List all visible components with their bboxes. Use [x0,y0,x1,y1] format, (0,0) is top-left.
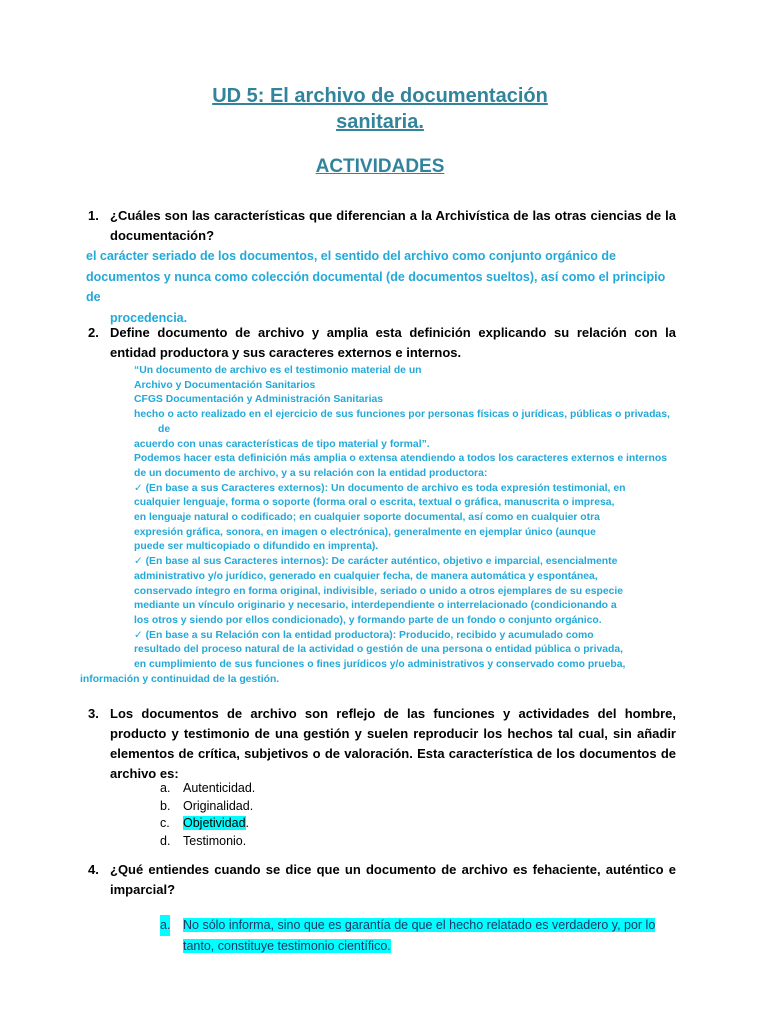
option-letter: c. [160,816,170,830]
answer-line: Podemos hacer esta definición más amplia o extensa atendiendo a todos los caracteres externos e internos [134,453,667,465]
answer-line: Archivo y Documentación Sanitarios [134,379,316,391]
answer-line: resultado del proceso natural de la actividad o gestión de una persona o entidad pública o privada, [134,644,624,656]
question-text: ¿Cuáles son las características que diferencian a la Archivística de las otras ciencias de la documentación? [110,208,676,243]
document-title-line2: sanitaria. [336,111,424,133]
answer-line: ✓ (En base a sus Caracteres externos): Un documento de archivo es toda expresión testimonial, en [134,482,626,494]
answer-line: cualquier lenguaje, forma o soporte (forma oral o escrita, textual o gráfica, manuscrita o impresa, [134,497,615,509]
question-text: ¿Qué entiendes cuando se dice que un documento de archivo es fehaciente, auténtico e imparcial? [110,862,676,897]
answer-line: “Un documento de archivo es el testimonio material de un [134,365,422,376]
answer-line: puede ser multicopiado o difundido en imprenta). [134,541,379,553]
option-d [160,833,255,851]
answer-letter: a. [160,915,170,936]
question-number: 3. [88,706,99,721]
option-label: Testimonio. [183,833,247,848]
options-list [160,780,255,850]
answer-line: ✓ (En base al sus Caracteres internos): De carácter auténtico, objetivo e imparcial, esencialmente [134,556,618,568]
answer-line: ✓ (En base a su Relación con la entidad productora): Producido, recibido y acumulado como [134,629,594,641]
question-3 [88,704,676,784]
question-2 [88,323,676,363]
question-number: 2. [88,325,99,340]
option-c [160,815,255,833]
option-letter: d. [160,833,171,848]
option-label: Originalidad. [183,798,254,813]
answer-line: en cumplimiento de sus funciones o fines jurídicos y/o administrativos y conservado como prueba, [134,659,626,671]
question-text: Los documentos de archivo son reflejo de las funciones y actividades del hombre, producto y testimonio de una gestión y suelen reproducir los hechos tal cual, sin añadir elementos de crítica, subjetivos o de valoración. Esta característica de los documentos de archivo es: [110,706,676,781]
option-a [160,780,255,798]
question-1 [88,206,676,246]
answer-2 [80,364,680,687]
option-label: Autenticidad. [183,781,256,795]
answer-line: los otros y siendo por ellos condicionado), y formando parte de un fondo o conjunto orgánico. [134,614,602,626]
answer-line: de [158,423,171,435]
answer-text: procedencia. [110,310,188,325]
answer-1 [86,246,676,328]
answer-line: de un documento de archivo, y a su relación con la entidad productora: [134,467,488,479]
option-b [160,798,255,816]
answer-line: conservado íntegro en forma original, indivisible, seriado o unido a otros ejemplares de su especie [134,585,624,597]
option-letter: a. [160,781,171,795]
highlighted-answer: No sólo informa, sino que es garantía de que el hecho relatado es verdadero y, por lo tanto, constituye testimonio científico. [183,918,656,953]
answer-4 [160,915,678,956]
question-number: 4. [88,862,99,877]
answer-text: el carácter seriado de los documentos, el sentido del archivo como conjunto orgánico de documentos y nunca como colección documental (de documentos sueltos), así como el principio de [86,249,666,304]
question-4 [88,860,676,900]
option-suffix: . [245,816,250,830]
option-letter: b. [160,798,171,813]
answer-line: mediante un vínculo originario y necesario, interdependiente o interrelacionado (condicionando a [134,600,617,612]
highlighted-answer: Objetividad [183,816,246,830]
answer-line: hecho o acto realizado en el ejercicio de sus funciones por personas físicas o jurídicas, públicas o privadas, [134,409,670,421]
answer-line: expresión gráfica, sonora, en imagen o electrónica), generalmente en ejemplar único (aunque [134,526,596,538]
document-title-line1: UD 5: El archivo de documentación [212,85,548,107]
answer-line: en lenguaje natural o codificado; en cualquier soporte documental, así como en cualquier otra [134,512,600,524]
answer-line: administrativo y/o jurídico, generado en cualquier fecha, de manera automática y espontánea, [134,570,598,582]
question-number: 1. [88,208,99,223]
answer-line: información y continuidad de la gestión. [80,673,280,685]
answer-line: acuerdo con unas características de tipo material y formal”. [134,438,430,450]
answer-line: CFGS Documentación y Administración Sanitarias [134,394,384,406]
question-text: Define documento de archivo y amplia esta definición explicando su relación con la entidad productora y sus caracteres externos e internos. [110,325,676,360]
section-heading: ACTIVIDADES [315,156,445,177]
